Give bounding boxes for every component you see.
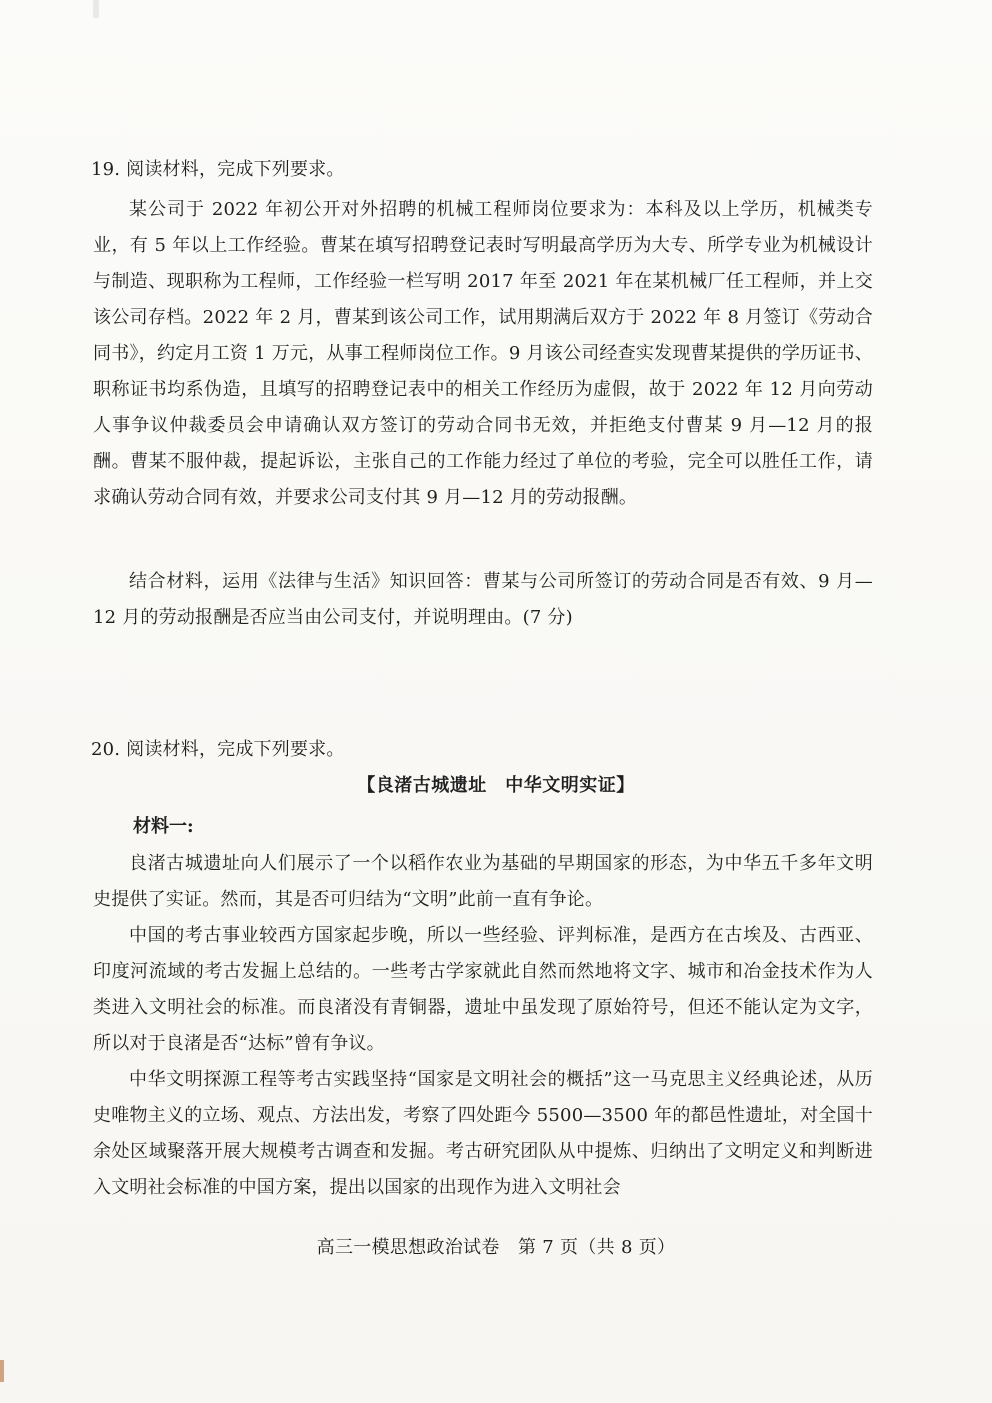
question-20-title: 20. 阅读材料，完成下列要求。 (91, 739, 345, 760)
material-one-paragraph-1: 良渚古城遗址向人们展示了一个以稻作农业为基础的早期国家的形态，为中华五千多年文明史提供了实证。然而，其是否可归结为“文明”此前一直有争论。 (93, 853, 873, 910)
material-one-paragraph-3-block (93, 1062, 873, 1206)
material-one-paragraph-2-block (93, 918, 873, 1062)
question-19-task-block (93, 564, 873, 636)
material-one-paragraph-3: 中华文明探源工程等考古实践坚持“国家是文明社会的概括”这一马克思主义经典论述，从历史唯物主义的立场、观点、方法出发，考察了四处距今 5500—3500 年的都邑性遗址，对全国十余处区域聚落开展大规模考古调查和发掘。考古研究团队从中提炼、归纳出了文明定义和判断进入文明社会标准的中国方案，提出以国家的出现作为进入文明社会 (93, 1069, 873, 1198)
page-footer: 高三一模思想政治试卷 第 7 页（共 8 页） (316, 1237, 676, 1258)
material-one-paragraph-2: 中国的考古事业较西方国家起步晚，所以一些经验、评判标准，是西方在古埃及、古西亚、印度河流域的考古发掘上总结的。一些考古学家就此自然而然地将文字、城市和冶金技术作为人类进入文明社会的标准。而良渚没有青铜器，遗址中虽发现了原始符号，但还不能认定为文字，所以对于良渚是否“达标”曾有争议。 (93, 925, 873, 1054)
question-19-material-block (93, 192, 873, 516)
question-19-title: 19. 阅读材料，完成下列要求。 (91, 159, 345, 180)
question-19-task-paragraph: 结合材料，运用《法律与生活》知识回答：曹某与公司所签订的劳动合同是否有效、9 月—12 月的劳动报酬是否应当由公司支付，并说明理由。(7 分) (93, 571, 873, 628)
question-19-material-paragraph: 某公司于 2022 年初公开对外招聘的机械工程师岗位要求为：本科及以上学历，机械类专业，有 5 年以上工作经验。曹某在填写招聘登记表时写明最高学历为大专、所学专业为机械设计与制造、现职称为工程师，工作经验一栏写明 2017 年至 2021 年在某机械厂任工程师，并上交该公司存档。2022 年 2 月，曹某到该公司工作，试用期满后双方于 2022 年 8 月签订《劳动合同书》，约定月工资 1 万元，从事工程师岗位工作。9 月该公司经查实发现曹某提供的学历证书、职称证书均系伪造，且填写的招聘登记表中的相关工作经历为虚假，故于 2022 年 12 月向劳动人事争议仲裁委员会申请确认双方签订的劳动合同书无效，并拒绝支付曹某 9 月—12 月的报酬。曹某不服仲裁，提起诉讼，主张自己的工作能力经过了单位的考验，完全可以胜任工作，请求确认劳动合同有效，并要求公司支付其 9 月—12 月的劳动报酬。 (93, 199, 873, 508)
edge-artifact (0, 1360, 4, 1382)
question-20-heading: 【良渚古城遗址 中华文明实证】 (357, 775, 635, 796)
material-one-paragraph-1-block (93, 846, 873, 918)
scan-artifact (93, 0, 99, 18)
material-one-label: 材料一: (133, 816, 194, 837)
